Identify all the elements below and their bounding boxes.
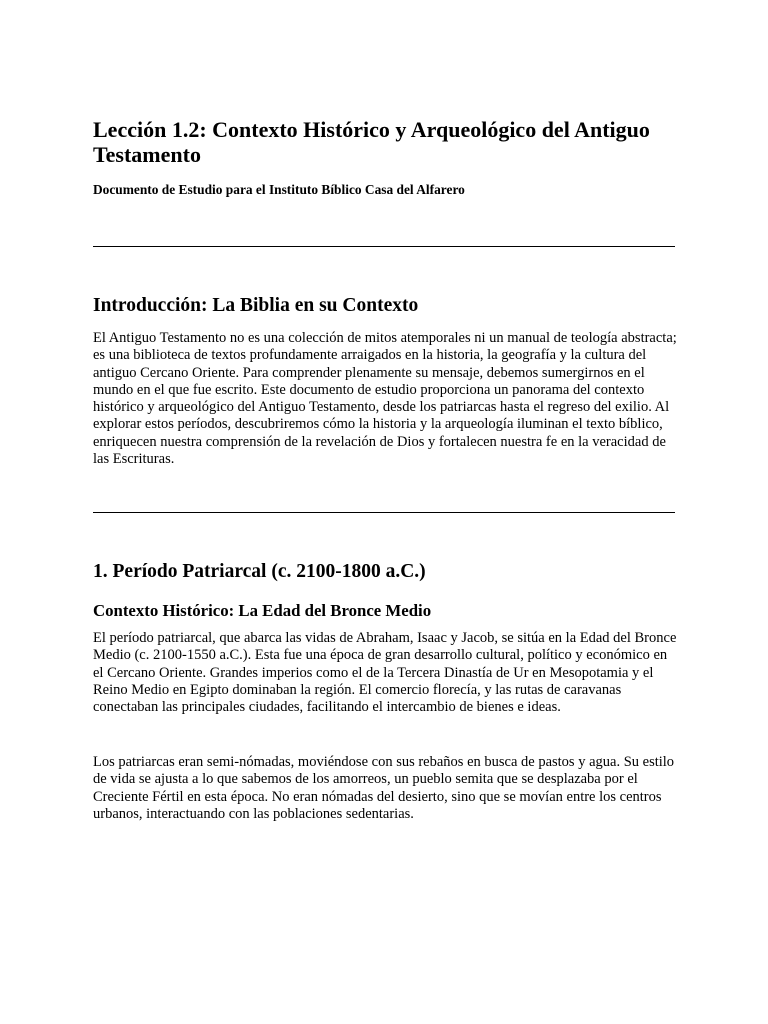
section-divider <box>93 246 675 247</box>
section-1-paragraph: Los patriarcas eran semi-nómadas, moviéndose con sus rebaños en busca de pastos y agua. Su estilo de vida se ajusta a lo que sabemos de los amorreos, un pueblo semita que se desplazaba por el Creciente Fértil en esta época. No eran nómadas del desierto, sino que se movían entre los centros urbanos, interactuando con las poblaciones sedentarias. <box>93 754 675 822</box>
section-1-subheading: Contexto Histórico: La Edad del Bronce Medio <box>93 601 432 620</box>
introduction-paragraph: El Antiguo Testamento no es una colección de mitos atemporales ni un manual de teología abstracta; es una biblioteca de textos profundamente arraigados en la historia, la geografía y la cultura del antiguo Cercano Oriente. Para comprender plenamente su mensaje, debemos sumergirnos en el mundo en el que fue escrito. Este documento de estudio proporciona un panorama del contexto histórico y arqueológico del Antiguo Testamento, desde los patriarcas hasta el regreso del exilio. Al explorar estos períodos, descubriremos cómo la historia y la arqueología iluminan el texto bíblico, enriquecen nuestra comprensión de la revelación de Dios y fortalecen nuestra fe en la veracidad de las Escrituras. <box>93 330 677 468</box>
document-subtitle: Documento de Estudio para el Instituto Bíblico Casa del Alfarero <box>93 182 465 197</box>
section-1-paragraph: El período patriarcal, que abarca las vidas de Abraham, Isaac y Jacob, se sitúa en la Edad del Bronce Medio (c. 2100-1550 a.C.). Esta fue una época de gran desarrollo cultural, político y económico en el Cercano Oriente. Grandes imperios como el de la Tercera Dinastía de Ur en Mesopotamia y el Reino Medio en Egipto dominaban la región. El comercio florecía, y las rutas de caravanas conectaban las principales ciudades, facilitando el intercambio de bienes e ideas. <box>93 630 677 716</box>
introduction-heading: Introducción: La Biblia en su Contexto <box>93 295 419 316</box>
section-divider <box>93 512 675 513</box>
document-title: Lección 1.2: Contexto Histórico y Arqueológico del Antiguo Testamento <box>93 117 650 167</box>
section-1-heading: 1. Período Patriarcal (c. 2100-1800 a.C.) <box>93 561 426 582</box>
